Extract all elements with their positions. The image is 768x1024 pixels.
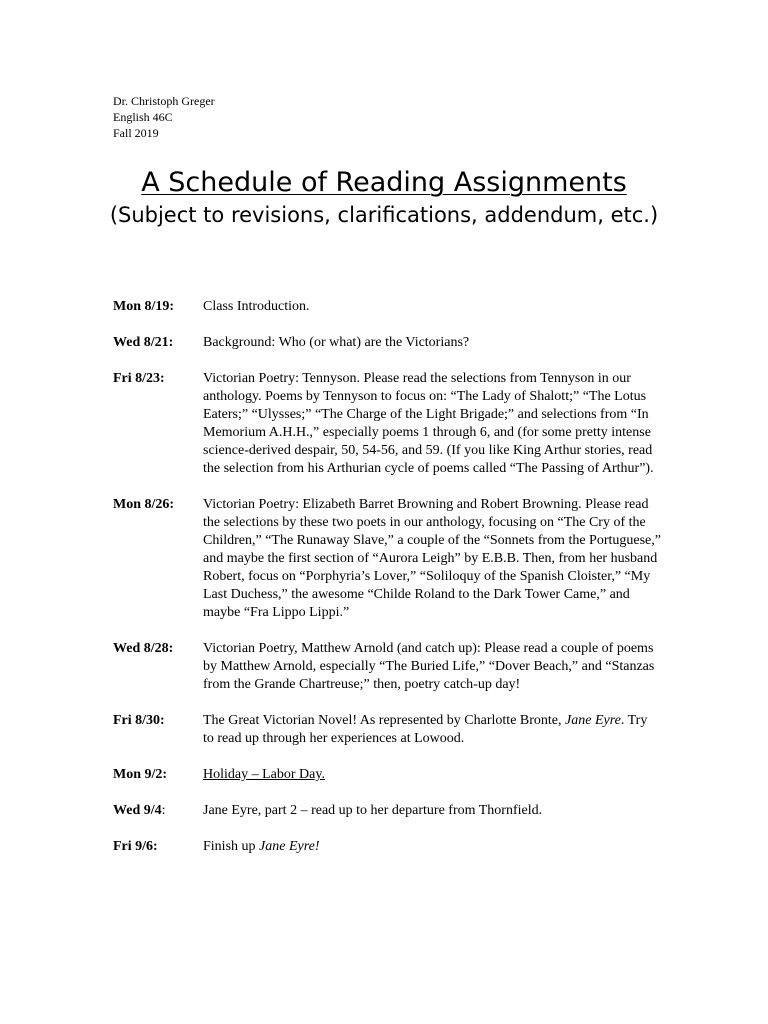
entry-description: Victorian Poetry: Elizabeth Barret Browning and Robert Browning. Please read the selections by these two poets in our anthology, focusing on “The Cry of the Children,” “The Runaway Slave,” a couple of the “Sonnets from the Portuguese,” and maybe the first section of “Aurora Leigh” by E.B.B. Then, from her husband Robert, focus on “Porphyria’s Lover,” “Soliloquy of the Spanish Cloister,” “My Last Duchess,” the awesome “Childe Roland to the Dark Tower Came,” and maybe “Fra Lippo Lippi.” <box>203 497 661 620</box>
entry-description: Victorian Poetry: Tennyson. Please read the selections from Tennyson in our anthology. Poems by Tennyson to focus on: “The Lady of Shalott;” “The Lotus Eaters;” “Ulysses;” “The Charge of the Light Brigade;” and selections from “In Memorium A.H.H.,” especially poems 1 through 6, and (for some pretty intense science-derived despair, 50, 54-56, and 59. (If you like King Arthur stories, read the selection from his Arthurian cycle of poems called “The Passing of Arthur”). <box>203 371 654 476</box>
entry-date-label: Wed 9/4 <box>113 803 162 818</box>
entry-date <box>113 802 203 820</box>
schedule-entry <box>113 802 673 820</box>
schedule-entry <box>113 370 673 478</box>
entry-date: Wed 8/21: <box>113 335 174 350</box>
entry-date: Fri 9/6: <box>113 839 158 854</box>
schedule-entry <box>113 334 673 352</box>
entry-date: Fri 8/23: <box>113 371 165 386</box>
schedule-entry <box>113 496 673 622</box>
entry-description: Class Introduction. <box>203 299 310 314</box>
page-title: A Schedule of Reading Assignments <box>141 167 627 198</box>
book-title: Jane Eyre! <box>259 839 320 854</box>
reading-schedule <box>113 298 673 874</box>
instructor-name: Dr. Christoph Greger <box>113 94 215 108</box>
text-segment: . Try to read up through her experiences at Lowood. <box>203 713 648 746</box>
entry-description: Jane Eyre, part 2 – read up to her departure from Thornfield. <box>203 803 543 818</box>
schedule-entry <box>113 838 673 856</box>
entry-description <box>203 838 661 856</box>
course-header <box>113 93 215 141</box>
entry-description <box>203 712 661 748</box>
schedule-entry <box>113 298 673 316</box>
book-title: Jane Eyre <box>565 713 621 728</box>
entry-date: Mon 8/19: <box>113 299 175 314</box>
entry-description: Background: Who (or what) are the Victorians? <box>203 335 470 350</box>
schedule-entry <box>113 712 673 748</box>
entry-date-colon: : <box>161 803 166 818</box>
schedule-entry <box>113 640 673 694</box>
entry-date: Mon 9/2: <box>113 767 168 782</box>
schedule-entry <box>113 766 673 784</box>
entry-description <box>203 766 661 784</box>
holiday-note: Holiday – Labor Day. <box>203 767 325 782</box>
entry-date: Fri 8/30: <box>113 713 165 728</box>
entry-date: Mon 8/26: <box>113 497 175 512</box>
text-segment: Finish up <box>203 839 260 854</box>
term: Fall 2019 <box>113 126 159 140</box>
page-subtitle: (Subject to revisions, clarifications, addendum, etc.) <box>109 203 659 227</box>
entry-description: Victorian Poetry, Matthew Arnold (and catch up): Please read a couple of poems by Matthew Arnold, especially “The Buried Life,” “Dover Beach,” and “Stanzas from the Grande Chartreuse;” then, poetry catch-up day! <box>203 641 655 692</box>
entry-date: Wed 8/28: <box>113 641 174 656</box>
course-name: English 46C <box>113 110 173 124</box>
text-segment: The Great Victorian Novel! As represented by Charlotte Bronte, <box>203 713 566 728</box>
